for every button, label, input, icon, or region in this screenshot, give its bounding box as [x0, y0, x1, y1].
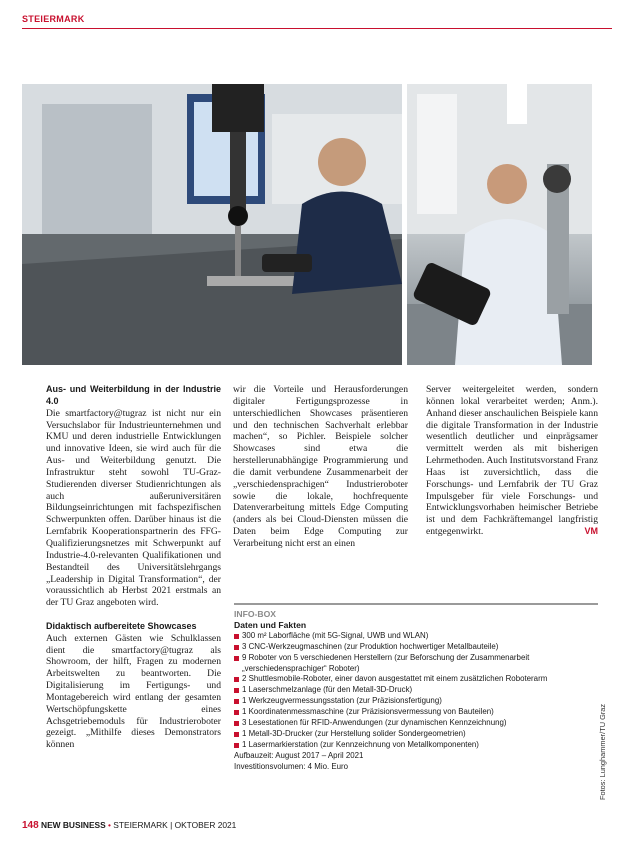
build-time: Aufbauzeit: August 2017 – April 2021: [234, 750, 364, 760]
article-column-3: [426, 384, 598, 538]
paragraph: Auch externen Gästen wie Schulklassen dient die smartfactory@tugraz als Showroom, der hilft, Fragen zu modernen Arbeitswelten zu beantworten. Die Digitalisierung im Fertigungs- und Montagebereich wird entlang der gesamten Wertschöpfungskette eines Achsgetriebemoduls für Industrieroboter gezeigt. „Mithilfe dieses Demonstrators können: [46, 632, 221, 751]
bullet-icon: [234, 721, 239, 726]
bullet-icon: [234, 743, 239, 748]
photo-robot-operator: [407, 84, 592, 365]
list-item: [234, 718, 598, 729]
bullet-icon: [234, 710, 239, 715]
list-item: [234, 707, 598, 718]
list-item: [234, 642, 598, 653]
photo-measuring-machine: [22, 84, 402, 365]
page-footer: [22, 820, 236, 831]
list-item-text: 1 Werkzeugvermessungsstation (zur Präzisionsfertigung): [242, 696, 442, 706]
list-item: [234, 653, 598, 675]
list-item: [234, 685, 598, 696]
bullet-icon: [234, 645, 239, 650]
list-item: [234, 631, 598, 642]
facts-list: [234, 631, 598, 751]
paragraph: wir die Vorteile und Herausforderungen digitaler Fertigungsprozesse in unterschiedlichen Showcases präsentieren und den technischen Sachverhalt erlebbar machen“, so Pichler. Beispiele solcher Showcases sind etwa die herstellerunabhängige Programmierung und die damit verbundene Zusammenarbeit der „verschiedensprachigen“ Industrieroboter sowie die lokale, hochfrequente Datenverarbeitung mittels Edge Computing (anders als bei Cloud-Diensten müssen die Daten beim Edge Computing zur Verarbeitung nicht erst an einen: [233, 384, 408, 549]
bullet-icon: [234, 699, 239, 704]
list-item: [234, 674, 598, 685]
list-item: [234, 696, 598, 707]
list-item-text: 300 m² Laborfläche (mit 5G-Signal, UWB und WLAN): [242, 630, 429, 640]
list-item-text: 2 Shuttlesmobile-Roboter, einer davon ausgestattet mit einem zusätzlichen Roboterarm: [242, 674, 548, 684]
info-box-title: INFO-BOX: [234, 609, 277, 619]
bullet-icon: [234, 732, 239, 737]
subheading-showcases: Didaktisch aufbereitete Showcases: [46, 620, 197, 631]
list-item-text: 1 Lasermarkierstation (zur Kennzeichnung von Metallkomponenten): [242, 739, 479, 749]
bullet-icon: [234, 634, 239, 639]
paragraph: [426, 384, 598, 538]
paragraph-text: Server weitergeleitet werden, sondern können lokal verarbeitet werden; Anm.). Anhand dieser anschaulichen Beispiele kann die digitale Transformation in der Industrie wesentlich deutlicher und einprägsamer vermittelt werden als mit bisherigen Lehrmethoden. Auch Institutsvorstand Franz Haas ist zuversichtlich, dass die Forschungs- und Lernfabrik der TU Graz Impulsgeber für viele Forschungs- und Entwicklungsvorhaben heimischer Betriebe ist und dem Fachkräftemangel langfristig entgegenwirkt.: [426, 384, 598, 538]
investment-volume: Investitionsvolumen: 4 Mio. Euro: [234, 761, 349, 771]
list-item-text: 3 Lesestationen für RFID-Anwendungen (zur dynamischen Kennzeichnung): [242, 718, 507, 728]
info-box: [234, 603, 598, 773]
bullet-icon: [234, 656, 239, 661]
author-signature: VM: [584, 526, 598, 537]
photo-credit: Fotos: Lunghammer/TU Graz: [598, 703, 607, 800]
info-box-subtitle: Daten und Fakten: [234, 619, 307, 630]
info-box-divider: [234, 603, 598, 605]
bullet-icon: [234, 677, 239, 682]
list-item-text: 3 CNC-Werkzeugmaschinen (zur Produktion hochwertiger Metallbauteile): [242, 641, 499, 651]
header-divider: [22, 28, 612, 29]
page-number: 148: [22, 820, 39, 831]
paragraph: Die smartfactory@tugraz ist nicht nur ein Versuchslabor für Industrieunternehmen und KMU und deren industrielle Entwicklungen und innovative Ideen, sie wird auch für die Aus- und Weiterbildung genutzt. Die Infrastruktur steht sowohl TU-Graz-Studierenden diverser Studienrichtungen als auch außeruniversitären Bildungseinrichtungen mit fachspezifischen Schwerpunkten offen. Darüber hinaus ist die Lernfabrik Kooperationspartnerin des FFG-Qualifizierungsnetzes mit Schwerpunkt auf Industrie-4.0-relevanten Qualifikationen und Bestandteil des Universitätslehrgangs „Leadership in Digital Transformation“, der voraussichtlich ab Herbst 2021 erstmals an der TU Graz angeboten wird.: [46, 407, 221, 609]
section-label: STEIERMARK: [22, 14, 85, 24]
list-item-text: 1 Koordinatenmessmaschine (zur Präzisionsvermessung von Bauteilen): [242, 707, 494, 717]
list-item-text: 1 Laserschmelzanlage (für den Metall-3D-Druck): [242, 685, 413, 695]
list-item-text: 9 Roboter von 5 verschiedenen Herstellern (zur Beforschung der Zusammenarbeit „verschiedensprachiger“ Roboter): [242, 652, 530, 673]
article-column-2: [233, 384, 408, 550]
article-column-1: [46, 384, 221, 751]
bullet-icon: [234, 688, 239, 693]
edition-label: STEIERMARK | OKTOBER 2021: [113, 820, 237, 830]
list-item-text: 1 Metall-3D-Drucker (zur Herstellung solider Sondergeometrien): [242, 728, 466, 738]
footer-separator: •: [108, 820, 111, 830]
subheading-training: Aus- und Weiterbildung in der Industrie 4.0: [46, 384, 221, 406]
magazine-name: NEW BUSINESS: [41, 820, 106, 830]
list-item: [234, 740, 598, 751]
list-item: [234, 729, 598, 740]
